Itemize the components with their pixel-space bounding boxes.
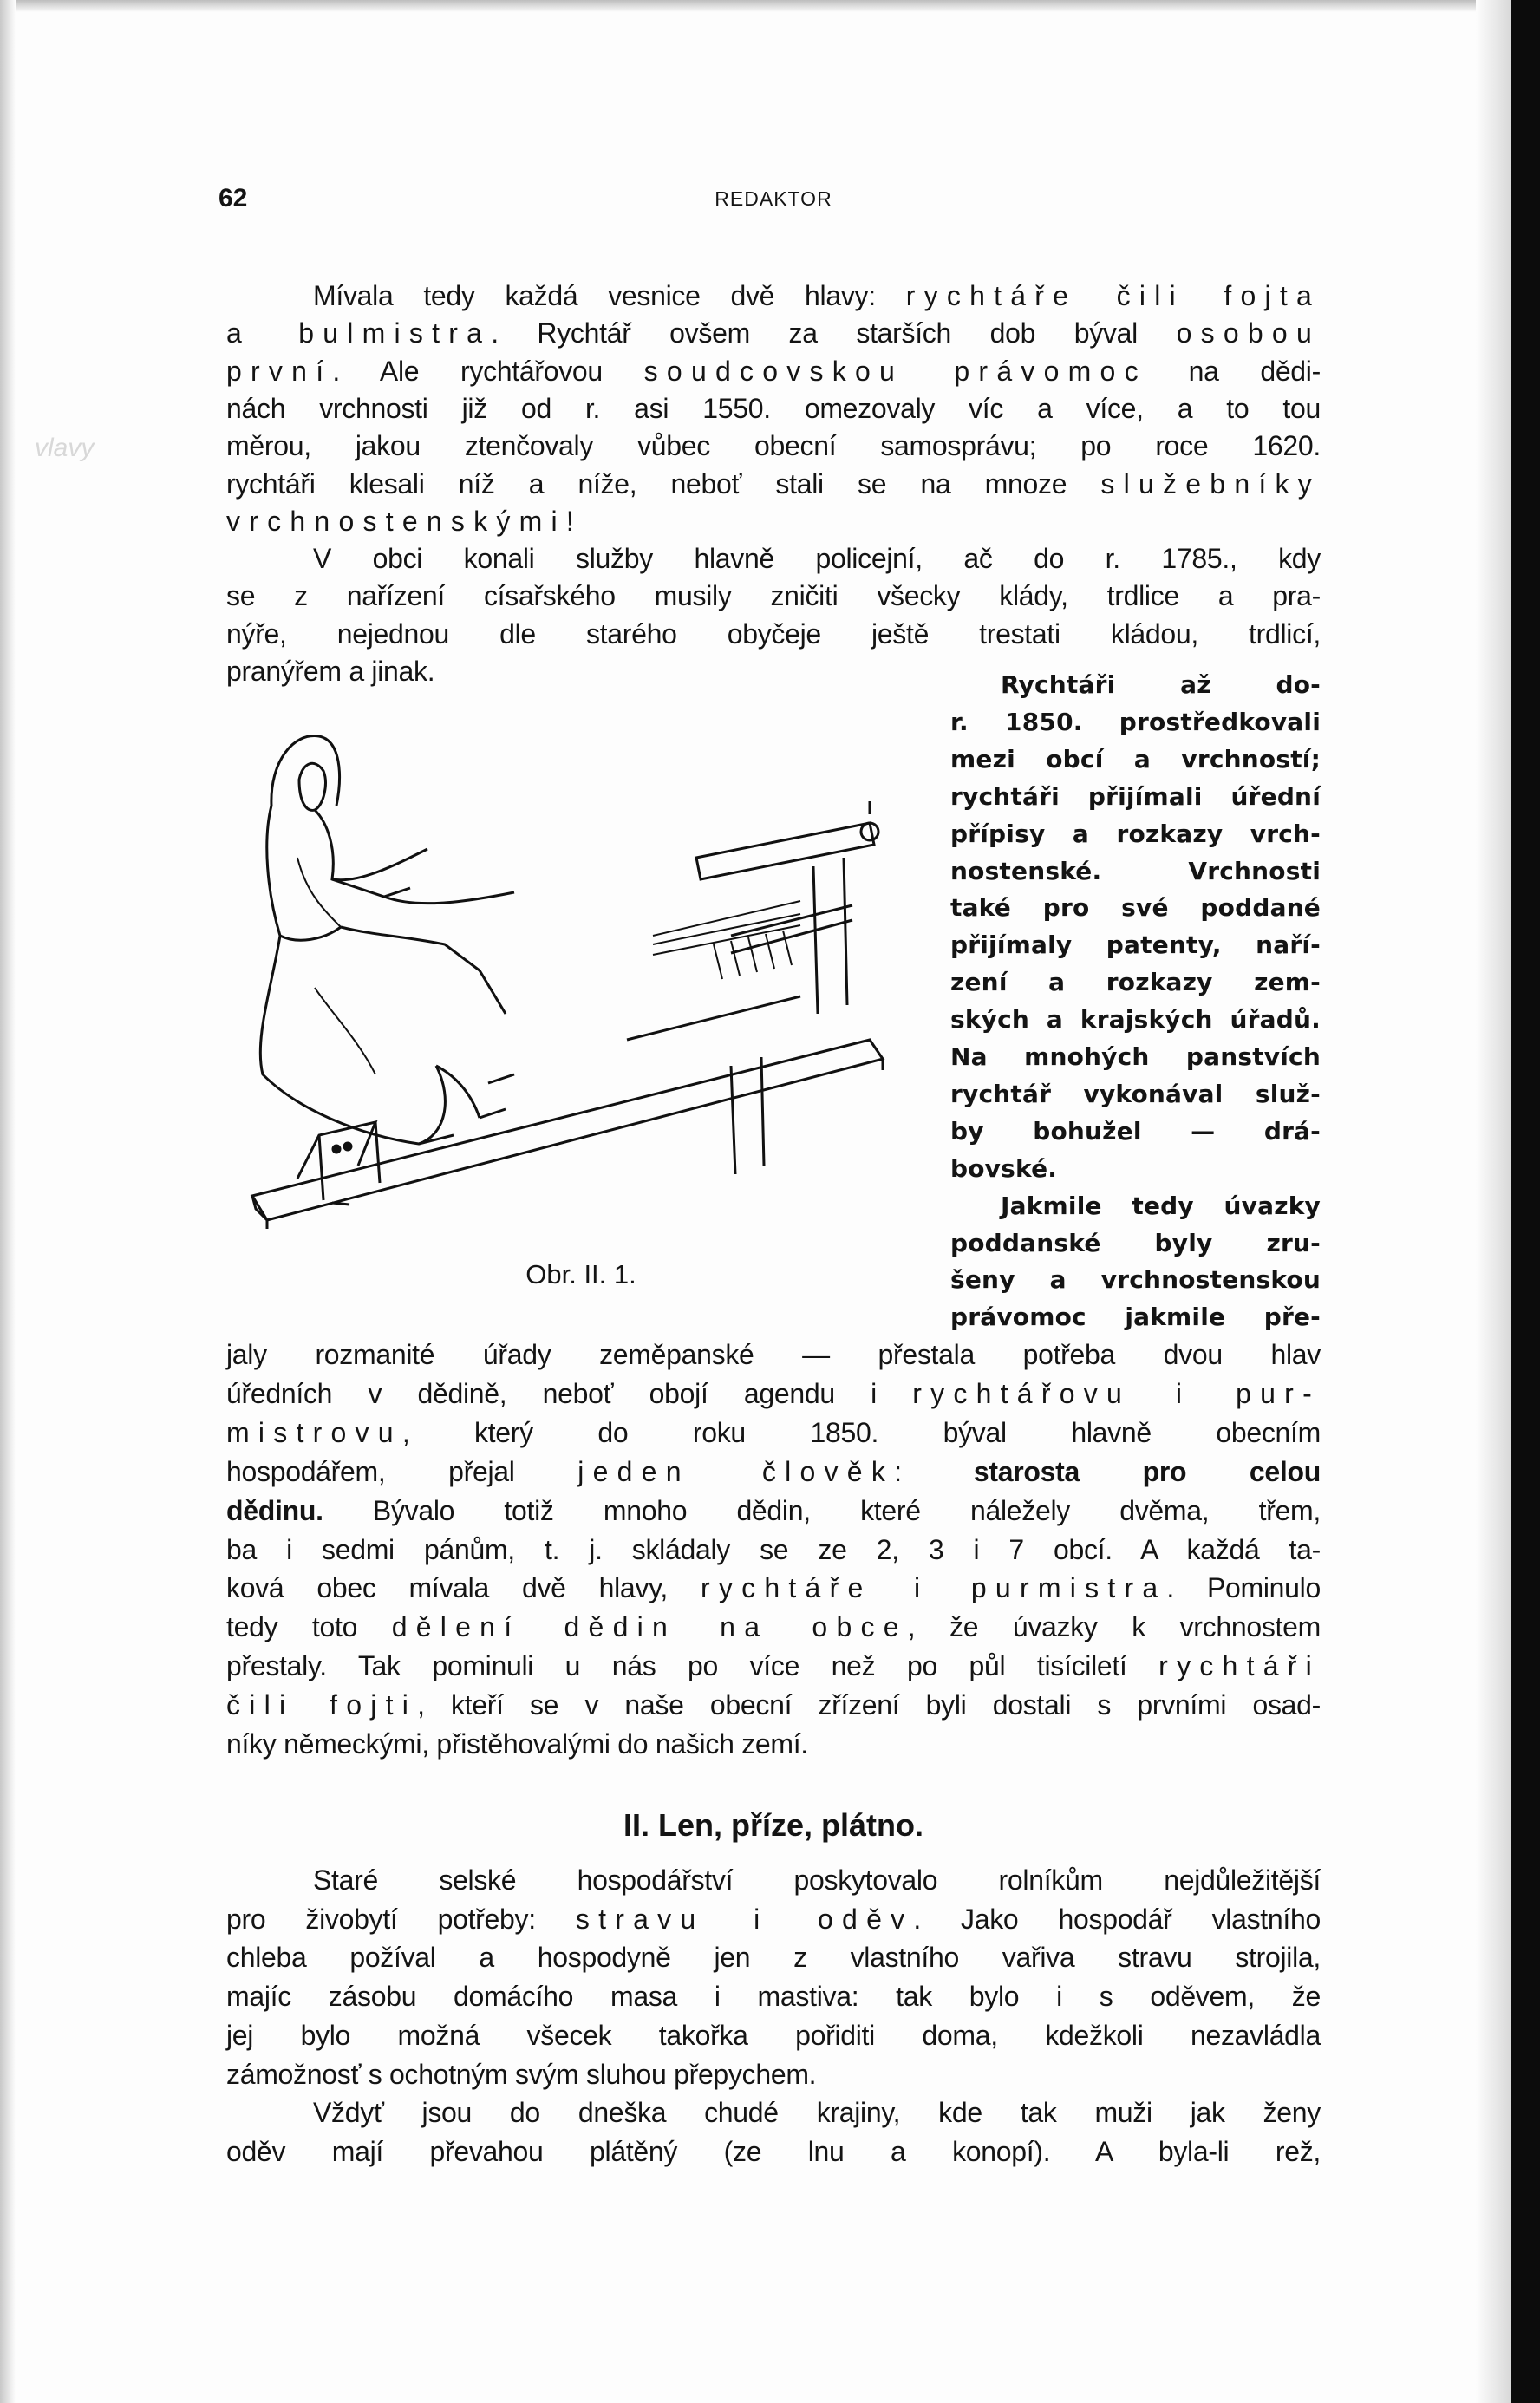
text-line (950, 928, 1321, 963)
text-run: oděv mají převahou plátěný (ze lnu a konopí). A byla-li rež, (226, 2135, 1321, 2167)
text-run: Vždyť jsou do dneška chudé krajiny, kde tak muži jak ženy (313, 2097, 1321, 2129)
weaver-woman-drawing (260, 736, 514, 1144)
text-run: bovské. (950, 1153, 1058, 1183)
text-line (950, 817, 1321, 852)
text-run: rychtáři klesali níž a níže, neboť stali se na mnoze (226, 467, 1101, 500)
text-run: , že úvazky k vrchnostem (907, 1611, 1321, 1643)
spaced-emphasis: rychtáře čili fojta (905, 280, 1321, 311)
bold-emphasis: starosta pro celou (910, 1455, 1321, 1487)
bench-drawing (252, 1040, 883, 1229)
spaced-emphasis: jeden člověk: (578, 1455, 911, 1487)
text-run: mezi obcí a vrchností; (950, 744, 1321, 774)
text-line (226, 2095, 1321, 2130)
text-run: ských a krajských úřadů. (950, 1005, 1321, 1035)
text-run: také pro své poddané (950, 893, 1321, 923)
text-line (226, 578, 1321, 613)
text-run: poddanské byly zru- (950, 1228, 1321, 1257)
text-line (226, 1688, 1321, 1722)
text-run: se z nařízení císařského musily zničiti všecky klády, trdlice a pra- (226, 580, 1321, 612)
section-heading: II. Len, příze, plátno. (623, 1807, 924, 1843)
text-line (226, 1979, 1321, 2014)
text-line (226, 2018, 1321, 2053)
text-line (950, 668, 1321, 702)
spaced-emphasis: rychtáři (1158, 1650, 1321, 1682)
spaced-emphasis: soudcovskou právomoc (643, 355, 1147, 387)
text-run: zámožnosť s ochotným svým sluhou přepychem. (226, 2058, 817, 2090)
show-through-text: vlavy (35, 434, 95, 462)
text-run: právomoc jakmile pře- (950, 1303, 1321, 1332)
spaced-emphasis: rychtářovu i pur- (912, 1377, 1321, 1409)
text-line (950, 891, 1321, 925)
text-run: tedy toto (226, 1611, 392, 1643)
text-line (226, 428, 1321, 463)
text-run: rychtář vykonával služ- (950, 1079, 1321, 1108)
text-run: . Ale rychtářovou (332, 355, 644, 387)
text-line (226, 617, 1321, 651)
text-run: ba i sedmi pánům, t. j. skládaly se ze 2, 3 i 7 obcí. A každá ta- (226, 1533, 1321, 1565)
loom-illustration (245, 728, 897, 1229)
text-run: přijímaly patenty, naří- (950, 931, 1321, 960)
text-line (226, 1570, 1321, 1605)
text-line (226, 316, 1321, 350)
spaced-emphasis: stravu i oděv (575, 1903, 914, 1935)
text-run: Jakmile tedy úvazky (1001, 1191, 1321, 1220)
text-line (226, 1727, 1321, 1761)
text-run: V obci konali služby hlavně policejní, ač do r. 1785., kdy (313, 543, 1321, 575)
text-run: hospodářem, přejal (226, 1455, 578, 1487)
text-line (950, 854, 1321, 889)
text-run: nostenské. Vrchnosti (950, 856, 1321, 885)
text-line (950, 1040, 1321, 1074)
bold-emphasis: dědinu. (226, 1494, 323, 1526)
text-run: . Pominulo (1166, 1572, 1321, 1604)
text-run: . Jako hospodář vlastního (913, 1903, 1321, 1935)
text-run: jaly rozmanité úřady zeměpanské — přestala potřeba dvou hlav (226, 1339, 1321, 1370)
text-line (950, 1300, 1321, 1335)
text-line (950, 1114, 1321, 1149)
text-run: Rychtáři až do- (1001, 670, 1321, 699)
text-line (226, 354, 1321, 389)
text-line (226, 467, 1321, 501)
text-line (226, 1337, 1321, 1372)
text-line (226, 1902, 1321, 1936)
figure-caption: Obr. II. 1. (525, 1259, 636, 1290)
text-run: , který do roku 1850. býval hlavně obecním (401, 1416, 1321, 1448)
text-line (950, 965, 1321, 1000)
loom-frame-drawing (627, 801, 878, 1174)
text-run: přípisy a rozkazy vrch- (950, 819, 1321, 848)
text-line (226, 278, 1321, 313)
scan-shadow-right (1476, 0, 1511, 2403)
spaced-emphasis: vrchnostenskými! (226, 505, 584, 537)
scan-edge-right (1511, 0, 1540, 2403)
text-line (950, 1002, 1321, 1037)
text-run: nýře, nejednou dle starého obyčeje ještě trestati kládou, trdlicí, (226, 617, 1321, 650)
scan-edge-top (0, 0, 1540, 12)
page-number: 62 (219, 184, 248, 212)
text-line (226, 1649, 1321, 1683)
text-run: Mívala tedy každá vesnice dvě hlavy: (313, 280, 906, 311)
text-run: nách vrchnosti již od r. asi 1550. omezovaly víc a více, a to tou (226, 392, 1321, 424)
text-run: šeny a vrchnostenskou (950, 1265, 1321, 1295)
text-line (226, 1493, 1321, 1528)
text-run: přestaly. Tak pominuli u nás po více než po půl tisíciletí (226, 1650, 1159, 1682)
text-run: r. 1850. prostředkovali (950, 707, 1321, 736)
spaced-emphasis: první (226, 355, 333, 387)
text-run: majíc zásobu domácího masa i mastiva: tak bylo i s oděvem, že (226, 1981, 1321, 2013)
text-line (226, 391, 1321, 426)
text-line (226, 1376, 1321, 1411)
text-run: Na mnohých panstvích (950, 1042, 1321, 1071)
spaced-emphasis: dělení dědin na obce (391, 1611, 908, 1643)
text-run: zení a rozkazy zem- (950, 968, 1321, 997)
text-line (226, 1610, 1321, 1644)
text-line (950, 742, 1321, 777)
spaced-emphasis: mistrovu (226, 1416, 402, 1448)
text-line (950, 1189, 1321, 1224)
text-run: ková obec mívala dvě hlavy, (226, 1572, 701, 1604)
text-run: . Rychtář ovšem za starších dob býval (491, 317, 1177, 349)
text-line (226, 504, 1321, 539)
text-line (950, 1077, 1321, 1112)
text-line (226, 1940, 1321, 1975)
text-line (950, 705, 1321, 740)
spaced-emphasis: a bulmistra (226, 317, 492, 349)
spaced-emphasis: rychtáře i purmistra (701, 1572, 1167, 1604)
spaced-emphasis: čili fojti (226, 1689, 418, 1721)
text-run: rychtáři přijímali úřední (950, 781, 1321, 811)
text-run: na dědi- (1146, 355, 1321, 387)
text-run: měrou, jakou ztenčovaly vůbec obecní samosprávu; po roce 1620. (226, 430, 1321, 462)
text-line (950, 1226, 1321, 1261)
text-run: chleba požíval a hospodyně jen z vlastního vařiva stravu strojila, (226, 1942, 1321, 1974)
text-run: jej bylo možná všecek takořka pořiditi doma, kdežkoli nezavládla (226, 2019, 1321, 2051)
scan-edge-left (0, 0, 16, 2403)
text-line (226, 541, 1321, 576)
text-line (226, 2057, 1321, 2092)
spaced-emphasis: osobou (1176, 317, 1321, 349)
text-line (226, 1863, 1321, 1897)
text-run: níky německými, přistěhovalými do našich zemí. (226, 1728, 808, 1760)
text-line (226, 2134, 1321, 2169)
running-head: REDAKTOR (715, 187, 832, 210)
text-line (950, 1263, 1321, 1297)
text-line (226, 1415, 1321, 1450)
text-run: Bývalo totiž mnoho dědin, které náležely dvěma, třem, (323, 1494, 1321, 1526)
text-line (950, 780, 1321, 814)
text-line (226, 1532, 1321, 1567)
text-run: by bohužel — drá- (950, 1116, 1321, 1146)
text-run: , kteří se v naše obecní zřízení byli dostali s prvními osad- (417, 1689, 1321, 1721)
spaced-emphasis: služebníky (1100, 467, 1321, 500)
text-line (950, 1152, 1321, 1186)
text-run: úředních v dědině, neboť obojí agendu i (226, 1377, 913, 1409)
text-run: Staré selské hospodářství poskytovalo rolníkům nejdůležitější (313, 1864, 1321, 1896)
text-run: pranýřem a jinak. (226, 656, 435, 687)
text-run: pro živobytí potřeby: (226, 1903, 576, 1935)
text-line (226, 1454, 1321, 1489)
